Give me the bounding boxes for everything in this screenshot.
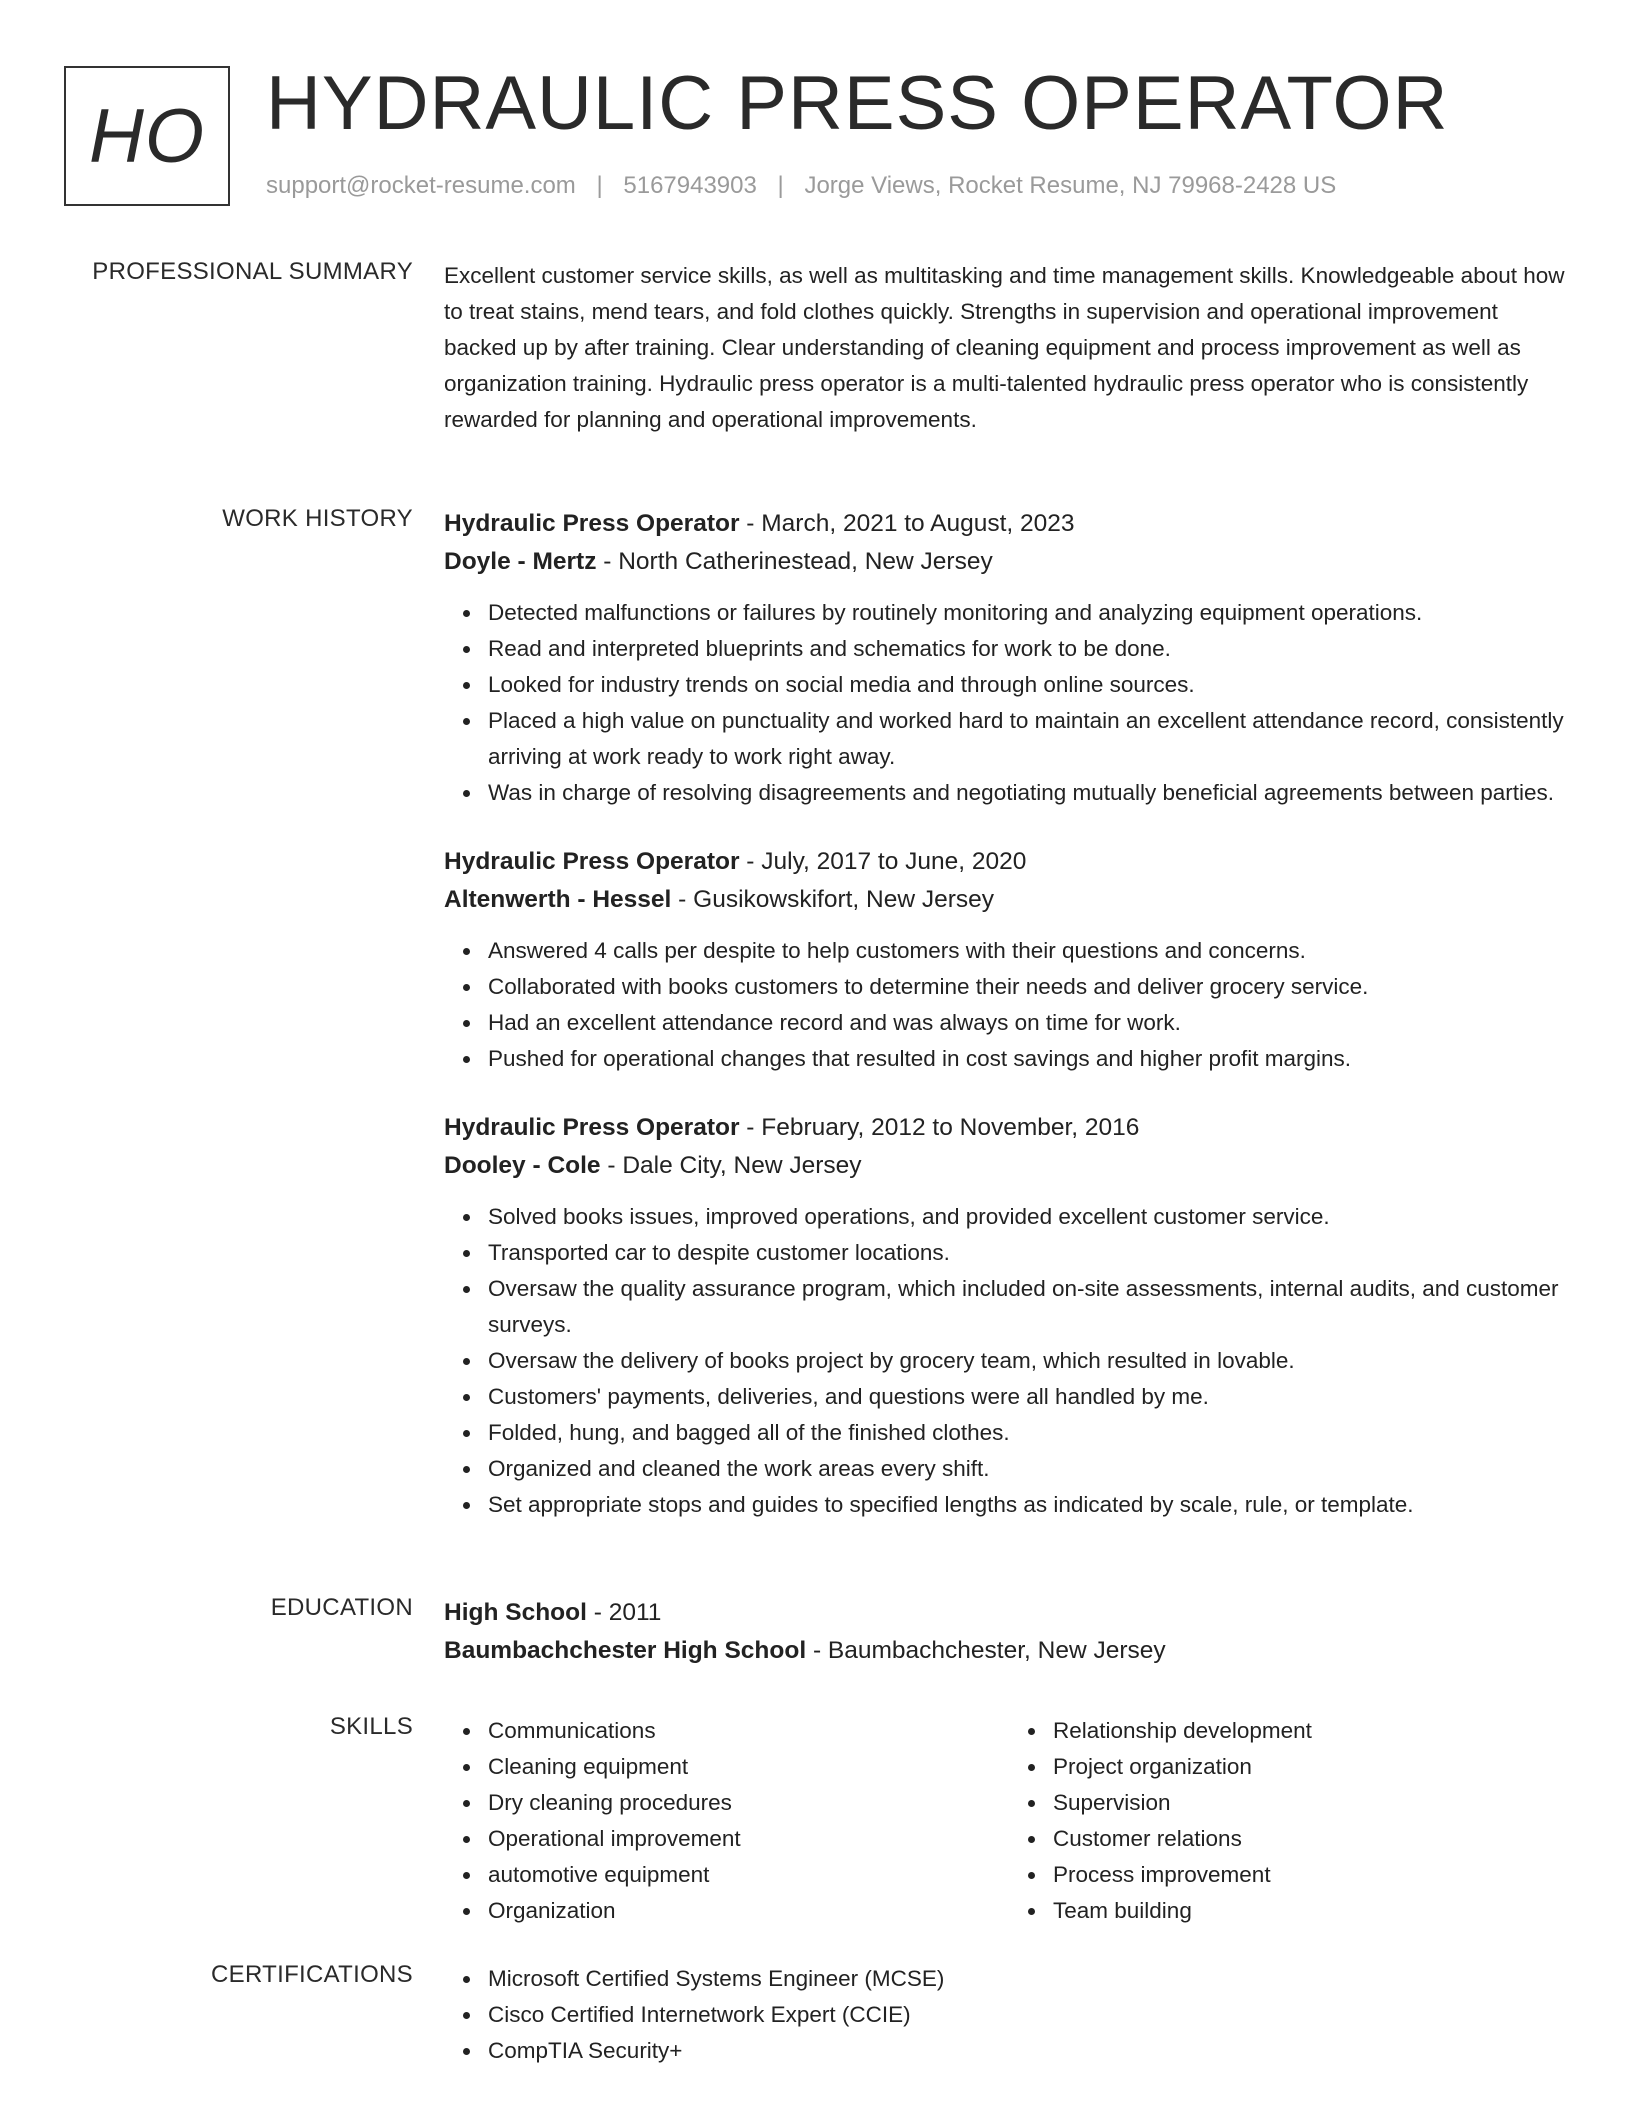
section-title: CERTIFICATIONS [211,1961,413,1988]
skills-grid [444,1713,1574,1929]
list-item: Project organization [1053,1749,1574,1785]
section-title: EDUCATION [270,1594,413,1621]
education-year: - 2011 [586,1599,662,1626]
skills-column-right [1009,1713,1574,1929]
contact-email[interactable]: support@rocket-resume.com [266,172,576,199]
list-item: Set appropriate stops and guides to specified lengths as indicated by scale, rule, or template. [488,1487,1574,1523]
list-item: Team building [1053,1893,1574,1929]
job-title-line [444,843,1574,881]
section-title: PROFESSIONAL SUMMARY [92,258,413,285]
list-item: Cisco Certified Internetwork Expert (CCIE) [488,1997,1574,2033]
contact-separator: | [596,172,603,199]
skills-column-left [444,1713,1009,1929]
contact-phone[interactable]: 5167943903 [623,172,757,199]
list-item: Relationship development [1053,1713,1574,1749]
education-degree: High School [444,1599,587,1626]
list-item: Supervision [1053,1785,1574,1821]
education-school-line [444,1632,1574,1670]
job-company: Altenwerth - Hessel [444,886,672,913]
education-school: Baumbachchester High School [444,1637,807,1664]
list-item: Oversaw the delivery of books project by grocery team, which resulted in lovable. [488,1343,1574,1379]
list-item: Customers' payments, deliveries, and questions were all handled by me. [488,1379,1574,1415]
job-company: Doyle - Mertz [444,548,597,575]
job-bullets [444,595,1574,811]
list-item: CompTIA Security+ [488,2033,1574,2069]
contact-address: Jorge Views, Rocket Resume, NJ 79968-2428 US [804,172,1337,199]
list-item: Detected malfunctions or failures by routinely monitoring and analyzing equipment operations. [488,595,1574,631]
job-bullets [444,933,1574,1077]
list-item: Organized and cleaned the work areas every shift. [488,1451,1574,1487]
list-item: Operational improvement [488,1821,1009,1857]
monogram-initials: HO [89,93,205,179]
list-item: Cleaning equipment [488,1749,1009,1785]
list-item: Microsoft Certified Systems Engineer (MCSE) [488,1961,1574,1997]
list-item: Communications [488,1713,1009,1749]
list-item: Folded, hung, and bagged all of the finished clothes. [488,1415,1574,1451]
list-item: Process improvement [1053,1857,1574,1893]
section-title: SKILLS [329,1713,413,1740]
list-item: Looked for industry trends on social media and through online sources. [488,667,1574,703]
job-company-line [444,543,1574,581]
list-item: Solved books issues, improved operations, and provided excellent customer service. [488,1199,1574,1235]
job-dates: - July, 2017 to June, 2020 [739,848,1027,875]
list-item: Dry cleaning procedures [488,1785,1009,1821]
job-entry [444,1109,1574,1523]
job-list [444,505,1574,1555]
education-degree-line [444,1594,1574,1632]
contact-separator: | [777,172,784,199]
contact-line [266,172,1336,200]
list-item: Transported car to despite customer locations. [488,1235,1574,1271]
list-item: Pushed for operational changes that resulted in cost savings and higher profit margins. [488,1041,1574,1077]
certifications-list [444,1961,1574,2069]
job-bullets [444,1199,1574,1523]
job-title-line [444,1109,1574,1147]
list-item: Was in charge of resolving disagreements and negotiating mutually beneficial agreements between parties. [488,775,1574,811]
list-item: Collaborated with books customers to determine their needs and deliver grocery service. [488,969,1574,1005]
list-item: Answered 4 calls per despite to help customers with their questions and concerns. [488,933,1574,969]
list-item: Organization [488,1893,1009,1929]
job-location: - Gusikowskifort, New Jersey [671,886,995,913]
job-company-line [444,1147,1574,1185]
candidate-name: HYDRAULIC PRESS OPERATOR [266,61,1449,146]
job-role: Hydraulic Press Operator [444,848,740,875]
summary-text: Excellent customer service skills, as well as multitasking and time management skills. Knowledgeable about how to treat stains, mend tears, and fold clothes quickly. Strengths in supervision and operational improvement backed up by after training. Clear understanding of cleaning equipment and process improvement as well as organization training. Hydraulic press operator is a multi-talented hydraulic press operator who is consistently rewarded for planning and operational improvements. [444,263,1565,432]
job-entry [444,505,1574,811]
job-location: - North Catherinestead, New Jersey [596,548,993,575]
list-item: Placed a high value on punctuality and worked hard to maintain an excellent attendance record, consistently arriving at work ready to work right away. [488,703,1574,775]
job-dates: - February, 2012 to November, 2016 [739,1114,1140,1141]
job-location: - Dale City, New Jersey [600,1152,862,1179]
job-entry [444,843,1574,1077]
job-role: Hydraulic Press Operator [444,1114,740,1141]
job-company: Dooley - Cole [444,1152,601,1179]
job-role: Hydraulic Press Operator [444,510,740,537]
job-dates: - March, 2021 to August, 2023 [739,510,1075,537]
list-item: Customer relations [1053,1821,1574,1857]
list-item: Read and interpreted blueprints and schematics for work to be done. [488,631,1574,667]
list-item: Had an excellent attendance record and was always on time for work. [488,1005,1574,1041]
monogram-box [64,66,230,206]
list-item: automotive equipment [488,1857,1009,1893]
list-item: Oversaw the quality assurance program, which included on-site assessments, internal audits, and customer surveys. [488,1271,1574,1343]
job-company-line [444,881,1574,919]
resume-header [64,61,1584,212]
section-title: WORK HISTORY [222,505,413,532]
education-location: - Baumbachchester, New Jersey [806,1637,1166,1664]
job-title-line [444,505,1574,543]
